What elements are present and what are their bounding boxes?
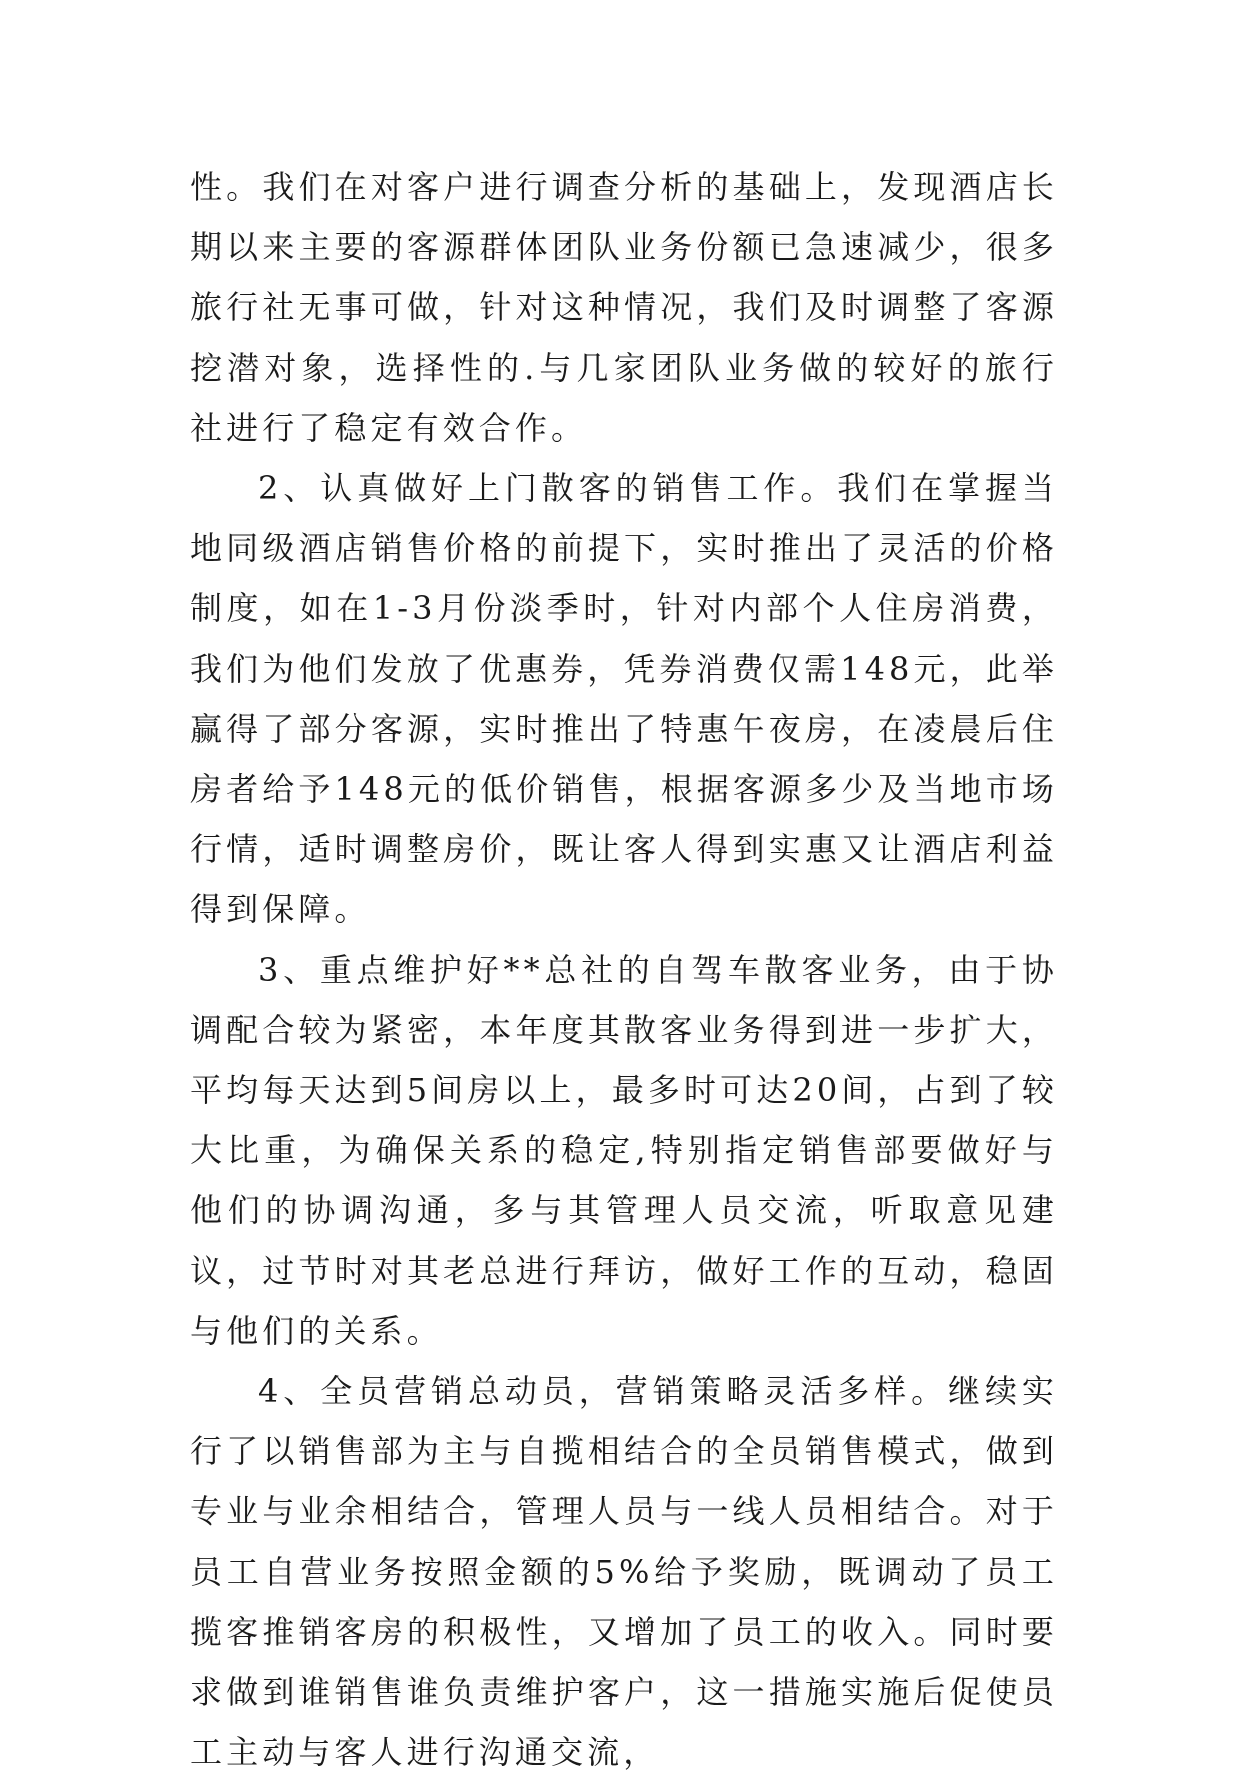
body-text xyxy=(190,157,1058,1782)
paragraph-item-2: 2、认真做好上门散客的销售工作。我们在掌握当地同级酒店销售价格的前提下，实时推出了灵活的价格制度，如在1-3月份淡季时，针对内部个人住房消费，我们为他们发放了优惠券，凭券消费仅需148元，此举赢得了部分客源，实时推出了特惠午夜房，在凌晨后住房者给予148元的低价销售，根据客源多少及当地市场行情，适时调整房价，既让客人得到实惠又让酒店利益得到保障。 xyxy=(190,469,1058,929)
paragraph-item-4: 4、全员营销总动员，营销策略灵活多样。继续实行了以销售部为主与自揽相结合的全员销售模式，做到专业与业余相结合，管理人员与一线人员相结合。对于员工自营业务按照金额的5%给予奖励，既调动了员工揽客推销客房的积极性，又增加了员工的收入。同时要求做到谁销售谁负责维护客户，这一措施实施后促使员工主动与客人进行沟通交流， xyxy=(190,1372,1058,1772)
paragraph-item-3: 3、重点维护好**总社的自驾车散客业务，由于协调配合较为紧密，本年度其散客业务得到进一步扩大，平均每天达到5间房以上，最多时可达20间，占到了较大比重，为确保关系的稳定,特别指定销售部要做好与他们的协调沟通，多与其管理人员交流，听取意见建议，过节时对其老总进行拜访，做好工作的互动，稳固与他们的关系。 xyxy=(190,950,1058,1350)
paragraph-continuation: 性。我们在对客户进行调查分析的基础上，发现酒店长期以来主要的客源群体团队业务份额已急速减少，很多旅行社无事可做，针对这种情况，我们及时调整了客源挖潜对象，选择性的.与几家团队业务做的较好的旅行社进行了稳定有效合作。 xyxy=(190,168,1058,447)
